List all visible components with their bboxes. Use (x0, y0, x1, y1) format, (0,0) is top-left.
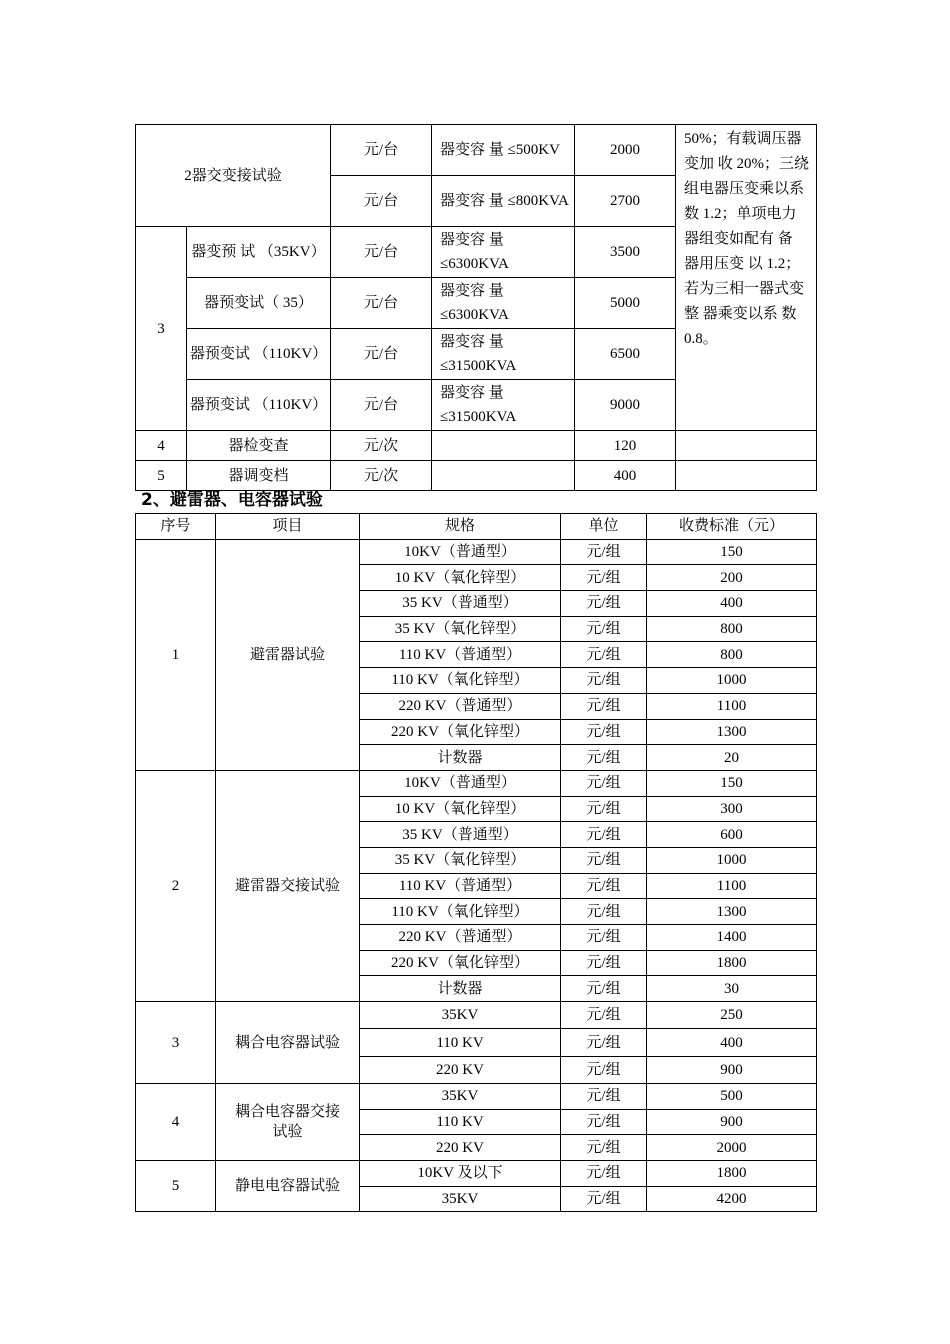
spec-cell: 220 KV (360, 1056, 561, 1083)
fee-cell: 1800 (647, 950, 817, 976)
item-cell: 器检变查 (187, 431, 331, 461)
spec-cell: 计数器 (360, 976, 561, 1002)
fee-cell: 3500 (575, 227, 676, 278)
spec-cell: 220 KV（普通型） (360, 693, 561, 719)
fee-cell: 6500 (575, 329, 676, 380)
fee-cell: 150 (647, 539, 817, 565)
unit-cell: 元/台 (331, 380, 432, 431)
fee-cell: 400 (647, 591, 817, 617)
spec-cell: 器变容 量 ≤800KVA (432, 176, 575, 227)
fee-cell: 1000 (647, 668, 817, 694)
item-cell: 器预变试 （110KV） (187, 380, 331, 431)
unit-cell: 元/台 (331, 125, 432, 176)
spec-cell: 110 KV（氧化锌型） (360, 899, 561, 925)
fee-cell: 400 (575, 461, 676, 491)
unit-cell: 元/组 (561, 822, 647, 848)
unit-cell: 元/组 (561, 719, 647, 745)
fee-cell: 1000 (647, 847, 817, 873)
fee-cell: 2000 (575, 125, 676, 176)
fee-cell: 1300 (647, 899, 817, 925)
item-cell: 器变预 试 （35KV） (187, 227, 331, 278)
table-body (136, 539, 817, 1212)
table-row (136, 1083, 817, 1109)
spec-cell: 10KV（普通型） (360, 770, 561, 796)
unit-cell: 元/组 (561, 1029, 647, 1056)
arrester-capacitor-fee-table (135, 513, 817, 1212)
fee-cell: 900 (647, 1109, 817, 1135)
fee-cell: 1800 (647, 1161, 817, 1187)
unit-cell: 元/台 (331, 329, 432, 380)
fee-cell: 5000 (575, 278, 676, 329)
fee-cell: 250 (647, 1002, 817, 1029)
spec-cell: 器变容 量 ≤6300KVA (432, 227, 575, 278)
spec-cell: 220 KV（氧化锌型） (360, 950, 561, 976)
spec-cell: 10 KV（氧化锌型） (360, 565, 561, 591)
item-cell: 耦合电容器试验 (216, 1002, 360, 1084)
unit-cell: 元/组 (561, 565, 647, 591)
group-3-label: 3 (136, 227, 187, 431)
spec-cell: 35KV (360, 1083, 561, 1109)
fee-cell: 1100 (647, 693, 817, 719)
unit-cell: 元/组 (561, 1083, 647, 1109)
table-row (136, 770, 817, 796)
unit-cell: 元/组 (561, 745, 647, 771)
fee-cell: 1100 (647, 873, 817, 899)
no-cell: 5 (136, 461, 187, 491)
unit-cell: 元/组 (561, 1002, 647, 1029)
spec-cell: 器变容 量 ≤31500KVA (432, 329, 575, 380)
unit-cell: 元/组 (561, 591, 647, 617)
fee-cell: 20 (647, 745, 817, 771)
spec-cell: 35 KV（氧化锌型） (360, 616, 561, 642)
table-row (136, 461, 817, 491)
spec-cell: 35 KV（普通型） (360, 822, 561, 848)
spec-cell: 220 KV (360, 1135, 561, 1161)
fee-cell: 200 (647, 565, 817, 591)
unit-cell: 元/组 (561, 1161, 647, 1187)
fee-cell: 9000 (575, 380, 676, 431)
fee-cell: 1300 (647, 719, 817, 745)
item-cell: 器调变档 (187, 461, 331, 491)
spec-cell: 器变容 量 ≤6300KVA (432, 278, 575, 329)
table-row (136, 1002, 817, 1029)
fee-cell: 150 (647, 770, 817, 796)
no-cell: 1 (136, 539, 216, 770)
fee-cell: 30 (647, 976, 817, 1002)
fee-cell: 2000 (647, 1135, 817, 1161)
spec-cell: 110 KV（普通型） (360, 873, 561, 899)
unit-cell: 元/台 (331, 278, 432, 329)
fee-cell: 400 (647, 1029, 817, 1056)
unit-cell: 元/组 (561, 796, 647, 822)
unit-cell: 元/组 (561, 1186, 647, 1212)
spec-cell: 110 KV (360, 1029, 561, 1056)
spec-cell: 110 KV (360, 1109, 561, 1135)
note-cell (676, 431, 817, 461)
unit-cell: 元/台 (331, 227, 432, 278)
table-row (136, 431, 817, 461)
item-cell: 避雷器试验 (216, 539, 360, 770)
transformer-fee-table (135, 124, 817, 491)
unit-cell: 元/台 (331, 176, 432, 227)
spec-cell: 220 KV（普通型） (360, 925, 561, 951)
spec-cell: 35 KV（氧化锌型） (360, 847, 561, 873)
unit-cell: 元/组 (561, 642, 647, 668)
header-fee: 收费标准（元） (647, 514, 817, 540)
fee-note: 50%；有载调压器变加 收 20%；三绕组电器压变乘以系 数 1.2；单项电力器组变如配有 备 器用压变 以 1.2；若为三相一器式变整 器乘变以系 数 0.8。 (676, 125, 817, 431)
fee-cell: 800 (647, 642, 817, 668)
unit-cell: 元/组 (561, 616, 647, 642)
unit-cell: 元/组 (561, 847, 647, 873)
unit-cell: 元/组 (561, 1056, 647, 1083)
spec-cell: 10KV 及以下 (360, 1161, 561, 1187)
group-2-label: 2器交变接试验 (136, 125, 331, 227)
no-cell: 5 (136, 1161, 216, 1212)
unit-cell: 元/组 (561, 539, 647, 565)
no-cell: 4 (136, 431, 187, 461)
unit-cell: 元/组 (561, 873, 647, 899)
spec-cell: 110 KV（普通型） (360, 642, 561, 668)
fee-cell: 900 (647, 1056, 817, 1083)
header-no: 序号 (136, 514, 216, 540)
table-row (136, 1161, 817, 1187)
header-spec: 规格 (360, 514, 561, 540)
table-row (136, 125, 817, 176)
unit-cell: 元/组 (561, 976, 647, 1002)
fee-cell: 500 (647, 1083, 817, 1109)
item-cell: 耦合电容器交接试验 (216, 1083, 360, 1160)
spec-cell: 110 KV（氧化锌型） (360, 668, 561, 694)
spec-cell (432, 461, 575, 491)
unit-cell: 元/组 (561, 1135, 647, 1161)
unit-cell: 元/次 (331, 461, 432, 491)
section-title: 2、避雷器、电容器试验 (141, 490, 323, 510)
note-cell (676, 461, 817, 491)
unit-cell: 元/组 (561, 668, 647, 694)
item-cell: 静电电容器试验 (216, 1161, 360, 1212)
unit-cell: 元/组 (561, 693, 647, 719)
no-cell: 4 (136, 1083, 216, 1160)
spec-cell: 35 KV（普通型） (360, 591, 561, 617)
unit-cell: 元/组 (561, 950, 647, 976)
fee-cell: 120 (575, 431, 676, 461)
unit-cell: 元/组 (561, 925, 647, 951)
fee-cell: 800 (647, 616, 817, 642)
fee-cell: 1400 (647, 925, 817, 951)
spec-cell: 10 KV（氧化锌型） (360, 796, 561, 822)
spec-cell: 器变容 量 ≤500KV (432, 125, 575, 176)
header-row (136, 514, 817, 540)
header-item: 项目 (216, 514, 360, 540)
item-cell: 器预变试（ 35） (187, 278, 331, 329)
spec-cell: 35KV (360, 1186, 561, 1212)
fee-cell: 4200 (647, 1186, 817, 1212)
item-cell: 器预变试 （110KV） (187, 329, 331, 380)
fee-cell: 600 (647, 822, 817, 848)
no-cell: 2 (136, 770, 216, 1001)
unit-cell: 元/组 (561, 1109, 647, 1135)
spec-cell: 计数器 (360, 745, 561, 771)
fee-cell: 2700 (575, 176, 676, 227)
spec-cell: 10KV（普通型） (360, 539, 561, 565)
unit-cell: 元/组 (561, 770, 647, 796)
unit-cell: 元/次 (331, 431, 432, 461)
fee-cell: 300 (647, 796, 817, 822)
spec-cell: 器变容 量 ≤31500KVA (432, 380, 575, 431)
unit-cell: 元/组 (561, 899, 647, 925)
header-unit: 单位 (561, 514, 647, 540)
spec-cell (432, 431, 575, 461)
spec-cell: 220 KV（氧化锌型） (360, 719, 561, 745)
spec-cell: 35KV (360, 1002, 561, 1029)
table-row (136, 539, 817, 565)
item-cell: 避雷器交接试验 (216, 770, 360, 1001)
no-cell: 3 (136, 1002, 216, 1084)
